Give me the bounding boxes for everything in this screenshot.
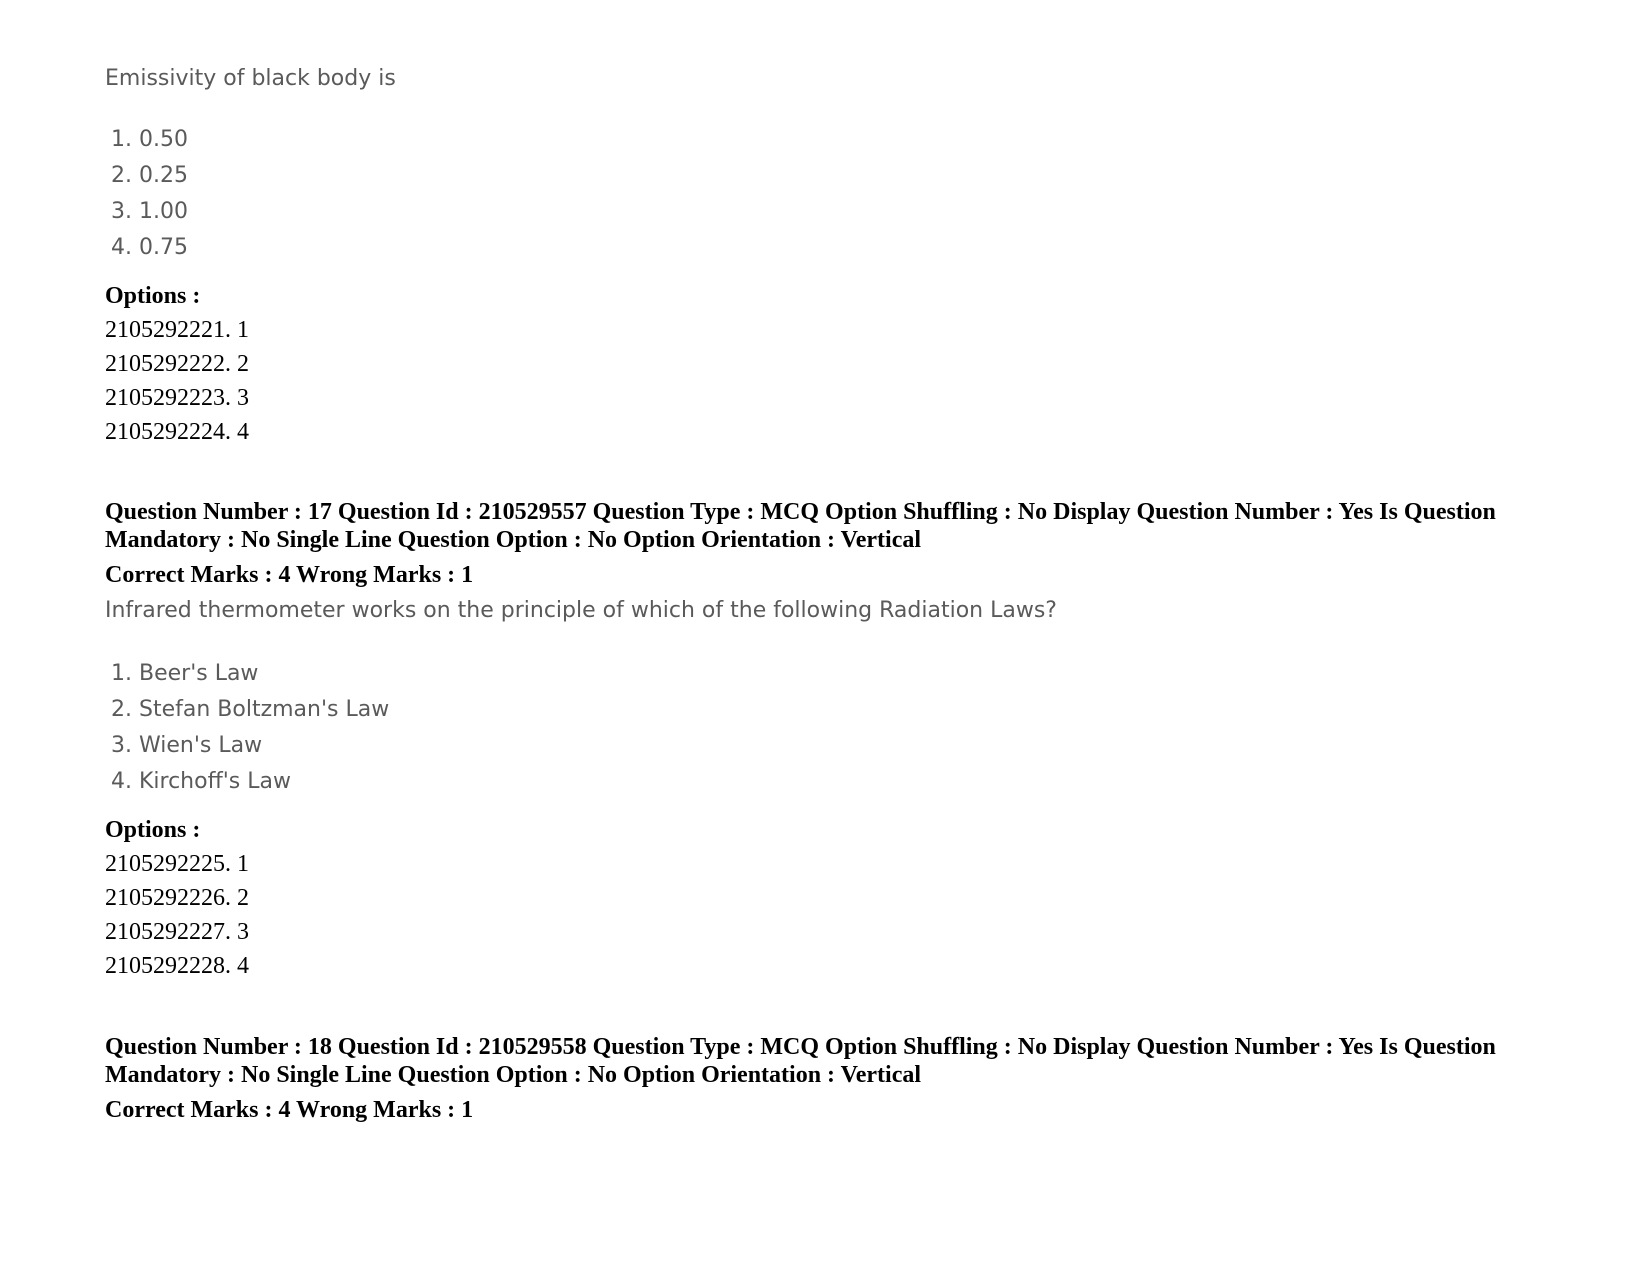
q17-option-4: 2105292228. 4	[105, 953, 249, 979]
q17-meta-line-1: Question Number : 17 Question Id : 210529557 Question Type : MCQ Option Shuffling : No Display Question Number : Yes Is Question	[105, 499, 1496, 525]
q17-options-label: Options :	[105, 817, 201, 843]
q16-option-4: 2105292224. 4	[105, 419, 249, 445]
q17-choice-2: 2. Stefan Boltzman's Law	[111, 697, 390, 722]
q16-choice-2: 2. 0.25	[111, 163, 188, 188]
question-16-text: Emissivity of black body is	[105, 66, 396, 91]
q16-options-label: Options :	[105, 283, 201, 309]
q17-option-2: 2105292226. 2	[105, 885, 249, 911]
q17-option-3: 2105292227. 3	[105, 919, 249, 945]
q18-meta-line-1: Question Number : 18 Question Id : 210529558 Question Type : MCQ Option Shuffling : No Display Question Number : Yes Is Question	[105, 1034, 1496, 1060]
q16-choice-4: 4. 0.75	[111, 235, 188, 260]
q17-meta-line-2: Mandatory : No Single Line Question Option : No Option Orientation : Vertical	[105, 527, 922, 553]
q18-marks: Correct Marks : 4 Wrong Marks : 1	[105, 1097, 474, 1123]
q16-option-1: 2105292221. 1	[105, 317, 249, 343]
q17-choice-1: 1. Beer's Law	[111, 661, 259, 686]
q18-meta-line-2: Mandatory : No Single Line Question Option : No Option Orientation : Vertical	[105, 1062, 922, 1088]
q16-option-2: 2105292222. 2	[105, 351, 249, 377]
question-17-text: Infrared thermometer works on the principle of which of the following Radiation Laws?	[105, 598, 1057, 623]
q16-choice-3: 3. 1.00	[111, 199, 188, 224]
q17-option-1: 2105292225. 1	[105, 851, 249, 877]
q16-option-3: 2105292223. 3	[105, 385, 249, 411]
q17-choice-4: 4. Kirchoff's Law	[111, 769, 291, 794]
q16-choice-1: 1. 0.50	[111, 127, 188, 152]
q17-marks: Correct Marks : 4 Wrong Marks : 1	[105, 562, 474, 588]
q17-choice-3: 3. Wien's Law	[111, 733, 263, 758]
